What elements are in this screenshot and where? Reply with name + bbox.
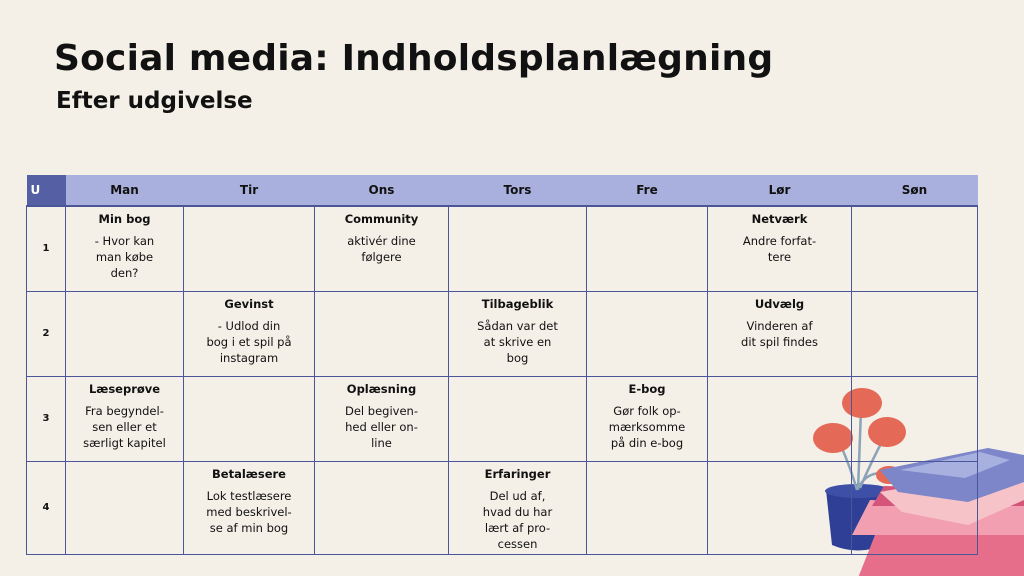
day-column-header: Fre bbox=[587, 175, 708, 206]
cell-description: Lok testlæsere med beskrivel- se af min bog bbox=[206, 488, 292, 535]
plan-cell bbox=[184, 461, 315, 554]
plan-cell bbox=[449, 461, 587, 554]
plan-cell bbox=[587, 291, 708, 376]
plan-cell bbox=[66, 291, 184, 376]
plan-cell bbox=[315, 461, 449, 554]
day-column-header: Tors bbox=[449, 175, 587, 206]
cell-description: Fra begyndel- sen eller et særligt kapitel bbox=[83, 403, 166, 450]
cell-title: Betalæsere bbox=[212, 466, 286, 481]
plan-cell bbox=[587, 206, 708, 291]
table-row bbox=[27, 461, 978, 554]
cell-title: Min bog bbox=[98, 212, 151, 226]
table-row bbox=[27, 206, 978, 291]
cell-description: Del ud af, hvad du har lært af pro- cessen bbox=[482, 488, 553, 551]
plan-cell bbox=[184, 206, 315, 291]
day-column-header: Man bbox=[66, 175, 184, 206]
week-number: 4 bbox=[27, 461, 66, 554]
plan-cell bbox=[587, 461, 708, 554]
plan-cell bbox=[449, 376, 587, 461]
cell-description: Sådan var det at skrive en bog bbox=[477, 318, 558, 365]
plan-cell bbox=[852, 376, 978, 461]
cell-description: Vinderen af dit spil findes bbox=[741, 318, 818, 349]
day-column-header: Lør bbox=[708, 175, 852, 206]
plan-cell bbox=[315, 206, 449, 291]
plan-cell bbox=[66, 461, 184, 554]
week-number: 3 bbox=[27, 376, 66, 461]
cell-description: - Udlod din bog i et spil på instagram bbox=[206, 318, 292, 365]
plan-cell bbox=[449, 206, 587, 291]
plan-cell bbox=[852, 291, 978, 376]
plan-cell bbox=[449, 291, 587, 376]
week-number: 1 bbox=[27, 206, 66, 291]
plan-cell bbox=[852, 206, 978, 291]
plan-cell bbox=[708, 206, 852, 291]
table-row bbox=[27, 376, 978, 461]
plan-cell bbox=[315, 376, 449, 461]
cell-title: E-bog bbox=[628, 381, 666, 396]
cell-title: Erfaringer bbox=[484, 466, 551, 481]
cell-description: aktivér dine følgere bbox=[347, 234, 416, 264]
plan-cell bbox=[587, 376, 708, 461]
cell-title: Gevinst bbox=[224, 296, 274, 311]
cell-title: Community bbox=[344, 212, 419, 226]
day-column-header: Tir bbox=[184, 175, 315, 206]
table-header-row bbox=[27, 175, 978, 206]
slide-subtitle: Efter udgivelse bbox=[56, 88, 253, 114]
plan-cell bbox=[66, 206, 184, 291]
plan-cell bbox=[708, 461, 852, 554]
plan-cell bbox=[315, 291, 449, 376]
week-column-header: U bbox=[27, 175, 66, 206]
content-plan-table bbox=[26, 175, 978, 555]
cell-title: Tilbageblik bbox=[481, 296, 554, 311]
plan-cell bbox=[708, 376, 852, 461]
table-row bbox=[27, 291, 978, 376]
cell-description: Andre forfat- tere bbox=[742, 234, 817, 264]
cell-title: Netværk bbox=[751, 212, 808, 226]
plan-cell bbox=[184, 291, 315, 376]
plan-cell bbox=[852, 461, 978, 554]
cell-title: Oplæsning bbox=[346, 381, 417, 396]
cell-description: Gør folk op- mærksomme på din e-bog bbox=[608, 403, 686, 450]
cell-description: Del begiven- hed eller on- line bbox=[345, 403, 418, 450]
cell-title: Læseprøve bbox=[88, 381, 161, 396]
day-column-header: Søn bbox=[852, 175, 978, 206]
plan-cell bbox=[184, 376, 315, 461]
cell-description: - Hvor kan man købe den? bbox=[94, 234, 155, 280]
plan-cell bbox=[708, 291, 852, 376]
slide-title: Social media: Indholdsplanlægning bbox=[54, 38, 774, 79]
week-number: 2 bbox=[27, 291, 66, 376]
cell-title: Udvælg bbox=[754, 296, 805, 311]
plan-cell bbox=[66, 376, 184, 461]
day-column-header: Ons bbox=[315, 175, 449, 206]
